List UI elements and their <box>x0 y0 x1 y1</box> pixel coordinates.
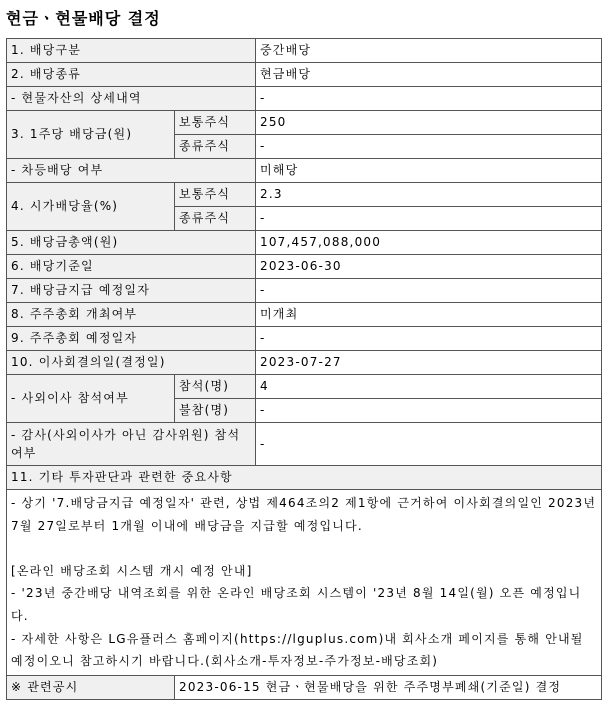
other-matters-text: - 상기 '7.배당금지급 예정일자' 관련, 상법 제464조의2 제1항에 근거하여 이사회결의일인 2023년 7월 27일로부터 1개월 이내에 배당금을 지급할 예정입니다. [온라인 배당조회 시스템 개시 예정 안내] - '23년 중간배당 내역조회를 위한 온라인 배당조회 시스템이 '23년 8월 14일(월) 오픈 예정입니다. - 자세한 사항은 LG유플러스 홈페이지(https://lguplus.com)내 회사소개 페이지를 통해 안내될 예정이오니 참고하시기 바랍니다.(회사소개-투자정보-주가정보-배당조회) <box>7 490 602 676</box>
row-label-agm-held: 8. 주주총회 개최여부 <box>7 303 256 327</box>
row-value-present: 4 <box>256 375 602 399</box>
row-value-payment-date: - <box>256 279 602 303</box>
table-row <box>7 490 602 676</box>
table-row <box>7 111 602 135</box>
row-sublabel-common: 보통주식 <box>175 111 256 135</box>
row-label-record-date: 6. 배당기준일 <box>7 255 256 279</box>
table-row <box>7 39 602 63</box>
row-label-total: 5. 배당금총액(원) <box>7 231 256 255</box>
row-label-dps: 3. 1주당 배당금(원) <box>7 111 175 159</box>
row-value-agm-held: 미개최 <box>256 303 602 327</box>
row-label-in-kind-details: - 현물자산의 상세내역 <box>7 87 256 111</box>
related-disclosure-label: ※ 관련공시 <box>7 675 175 699</box>
row-sublabel-preferred: 종류주식 <box>175 207 256 231</box>
row-sublabel-preferred: 종류주식 <box>175 135 256 159</box>
row-label-outside-directors: - 사외이사 참석여부 <box>7 375 175 423</box>
row-value-agm-date: - <box>256 327 602 351</box>
row-label-board-date: 10. 이사회결의일(결정일) <box>7 351 256 375</box>
row-label-other-matters: 11. 기타 투자판단과 관련한 중요사항 <box>7 466 602 490</box>
row-label-dividend-kind: 2. 배당종류 <box>7 63 256 87</box>
row-value-differential: 미해당 <box>256 159 602 183</box>
table-row <box>7 87 602 111</box>
row-value-auditor: - <box>256 423 602 466</box>
row-value-yield-common: 2.3 <box>256 183 602 207</box>
row-value-absent: - <box>256 399 602 423</box>
table-row <box>7 279 602 303</box>
dividend-disclosure-table <box>6 38 602 700</box>
row-value-yield-preferred: - <box>256 207 602 231</box>
row-label-agm-date: 9. 주주총회 예정일자 <box>7 327 256 351</box>
table-row <box>7 255 602 279</box>
row-label-auditor: - 감사(사외이사가 아닌 감사위원) 참석여부 <box>7 423 256 466</box>
table-row <box>7 351 602 375</box>
table-row <box>7 423 602 466</box>
row-label-payment-date: 7. 배당금지급 예정일자 <box>7 279 256 303</box>
table-row <box>7 466 602 490</box>
row-value-board-date: 2023-07-27 <box>256 351 602 375</box>
table-row <box>7 375 602 399</box>
table-row <box>7 327 602 351</box>
table-row <box>7 159 602 183</box>
row-label-dividend-type: 1. 배당구분 <box>7 39 256 63</box>
row-value-total: 107,457,088,000 <box>256 231 602 255</box>
row-sublabel-common: 보통주식 <box>175 183 256 207</box>
related-disclosure-value: 2023-06-15 현금ㆍ현물배당을 위한 주주명부폐쇄(기준일) 결정 <box>175 675 602 699</box>
row-value-record-date: 2023-06-30 <box>256 255 602 279</box>
row-value-dps-preferred: - <box>256 135 602 159</box>
row-sublabel-absent: 불참(명) <box>175 399 256 423</box>
row-value-dps-common: 250 <box>256 111 602 135</box>
page-title: 현금ㆍ현물배당 결정 <box>6 9 161 28</box>
row-label-differential: - 차등배당 여부 <box>7 159 256 183</box>
row-value-in-kind-details: - <box>256 87 602 111</box>
row-value-dividend-kind: 현금배당 <box>256 63 602 87</box>
row-value-dividend-type: 중간배당 <box>256 39 602 63</box>
row-label-yield: 4. 시가배당율(%) <box>7 183 175 231</box>
row-sublabel-present: 참석(명) <box>175 375 256 399</box>
table-row <box>7 231 602 255</box>
table-row <box>7 303 602 327</box>
table-row <box>7 183 602 207</box>
table-row <box>7 63 602 87</box>
table-row <box>7 675 602 699</box>
